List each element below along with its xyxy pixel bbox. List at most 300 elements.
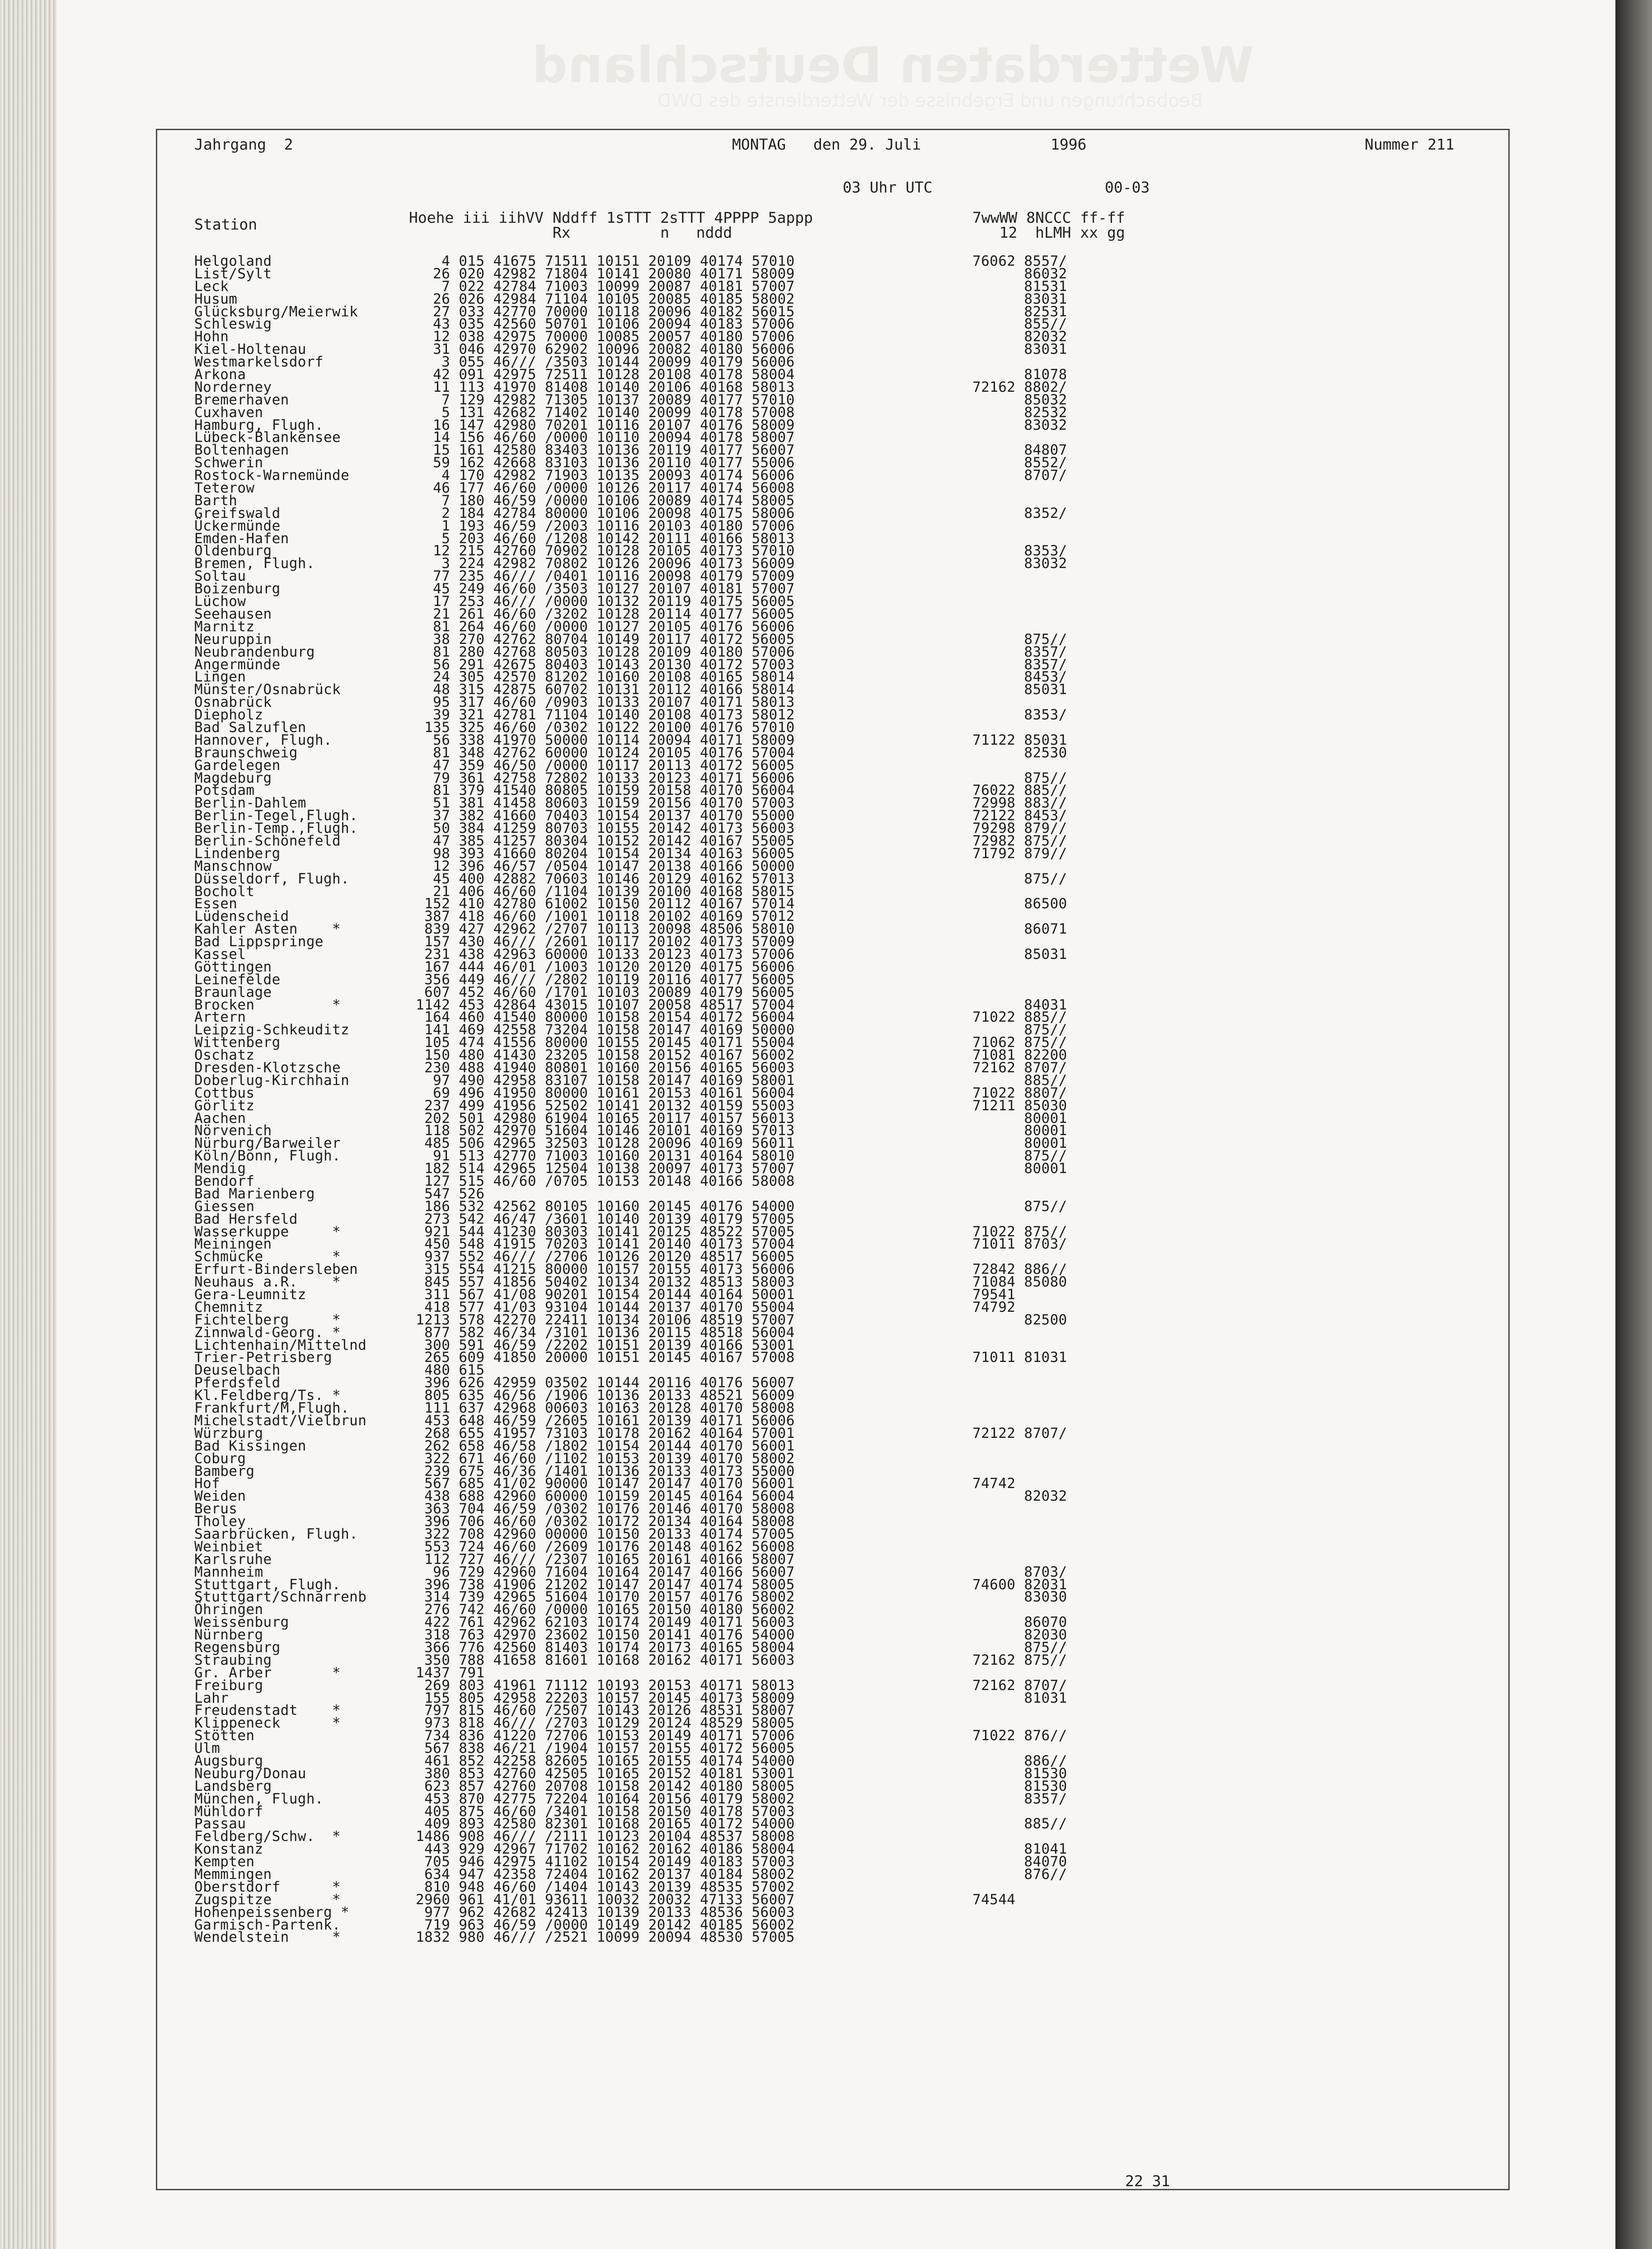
station-name: Trier-Petrisberg — [194, 1349, 333, 1366]
supplementary-data: 86032 — [972, 265, 1067, 282]
station-name: Würzburg — [194, 1425, 263, 1441]
observation-data: 81 348 42762 60000 10124 20105 40176 57004 — [416, 744, 795, 761]
station-name: Lüdenscheid — [194, 908, 289, 925]
station-name: Braunschweig — [194, 744, 298, 761]
station-name: Gera-Leumnitz — [194, 1286, 306, 1303]
weekday-label: MONTAG — [732, 136, 786, 153]
station-name: Ulm — [194, 1740, 221, 1757]
station-name: Pferdsfeld — [194, 1375, 281, 1391]
station-name: München, Flugh. — [194, 1790, 324, 1807]
supplementary-data: 83030 — [972, 1589, 1067, 1606]
supplementary-data: 81031 — [972, 1690, 1067, 1706]
station-name: Leck — [194, 278, 229, 295]
station-name: Kahler Asten * — [194, 921, 341, 938]
observation-data: 182 514 42965 12504 10138 20097 40173 57007 — [416, 1160, 795, 1177]
station-name: Bad Marienberg — [194, 1185, 315, 1202]
station-name: Mannheim — [194, 1564, 263, 1580]
extra-columns-header: 7wwWW 8NCCC ff-ff — [972, 209, 1125, 226]
station-name: Schleswig — [194, 316, 272, 333]
main-columns-subheader: Rx n nddd — [409, 224, 732, 241]
observation-data: 81 280 42768 80503 10128 20109 40180 57006 — [416, 643, 795, 660]
observation-data: 485 506 42965 32503 10128 20096 40169 56011 — [416, 1135, 795, 1152]
observation-data: 937 552 46/// /2706 10126 20120 48517 56005 — [416, 1249, 795, 1265]
station-name: Berlin-Temp.,Flugh. — [194, 820, 358, 837]
supplementary-data: 74792 — [972, 1299, 1016, 1315]
observation-data: 231 438 42963 60000 10133 20123 40173 57006 — [416, 946, 795, 963]
issue-number: Nummer 211 — [1365, 136, 1455, 153]
station-name: Kl.Feldberg/Ts. * — [194, 1387, 341, 1404]
station-name: Bendorf — [194, 1173, 255, 1190]
station-name: Aachen — [194, 1110, 246, 1127]
observation-data: 239 675 46/36 /1401 10136 20133 40173 55000 — [416, 1463, 795, 1479]
supplementary-data: 72162 8707/ — [972, 1060, 1067, 1076]
station-table — [194, 255, 1188, 1944]
observation-data: 318 763 42970 23602 10150 20141 40176 54000 — [416, 1627, 795, 1643]
supplementary-data: 71022 875// — [972, 1223, 1067, 1240]
station-name: Weinbiet — [194, 1538, 263, 1555]
observation-data: 845 557 41856 50402 10134 20132 48513 58003 — [416, 1274, 795, 1291]
station-name: Berus — [194, 1501, 238, 1517]
station-name: Freiburg — [194, 1677, 263, 1694]
observation-time: 03 Uhr UTC — [843, 178, 933, 196]
observation-data: 262 658 46/58 /1802 10154 20144 40170 56001 — [416, 1437, 795, 1454]
supplementary-data: 82500 — [972, 1311, 1067, 1328]
observation-data: 91 513 42770 71003 10160 20131 40164 58010 — [416, 1148, 795, 1164]
observation-data: 164 460 41540 80000 10158 20154 40172 56004 — [416, 1009, 795, 1026]
station-name: Barth — [194, 492, 238, 509]
observation-data: 12 038 42975 70000 10085 20057 40180 57006 — [416, 329, 795, 345]
observation-data: 300 591 46/59 /2202 10151 20139 40166 53001 — [416, 1337, 795, 1353]
observation-data: 47 359 46/50 /0000 10117 20113 40172 56005 — [416, 757, 795, 774]
observation-data: 719 963 46/59 /0000 10149 20142 40185 56002 — [416, 1916, 795, 1933]
supplementary-data: 85031 — [972, 681, 1067, 698]
observation-data: 79 361 42758 72802 10133 20123 40171 56006 — [416, 770, 795, 786]
station-name: Neuburg/Donau — [194, 1765, 306, 1782]
observation-data: 39 321 42781 71104 10140 20108 40173 58012 — [416, 707, 795, 723]
supplementary-data: 72162 8802/ — [972, 379, 1067, 395]
station-name: Lindenberg — [194, 845, 281, 862]
supplementary-data: 71792 879// — [972, 845, 1067, 862]
observation-data: 81 264 46/60 /0000 10127 20105 40176 56006 — [416, 618, 795, 635]
observation-data: 56 338 41970 50000 10114 20094 40171 58009 — [416, 732, 795, 748]
table-row — [194, 1931, 1188, 1944]
observation-data: 1 193 46/59 /2003 10116 20103 40180 57006 — [416, 517, 795, 534]
supplementary-data: 76022 885// — [972, 782, 1067, 799]
station-name: Meiningen — [194, 1236, 272, 1253]
station-name: Regensburg — [194, 1639, 281, 1656]
station-name: Artern — [194, 1009, 246, 1026]
station-name: Deuselbach — [194, 1362, 281, 1379]
supplementary-data: 8357/ — [972, 656, 1067, 673]
observation-data: 461 852 42258 82605 10165 20155 40174 54000 — [416, 1752, 795, 1769]
supplementary-data: 81531 — [972, 278, 1067, 295]
station-name: Kiel-Holtenau — [194, 341, 306, 358]
table-row — [194, 1349, 1188, 1366]
observation-data: 5 203 46/60 /1208 10142 20111 40166 58013 — [416, 530, 795, 547]
station-name: Kassel — [194, 946, 246, 963]
supplementary-data: 81078 — [972, 366, 1067, 383]
station-name: Bremen, Flugh. — [194, 555, 315, 572]
station-name: Öhringen — [194, 1601, 263, 1618]
observation-data: 150 480 41430 23205 10158 20152 40167 56002 — [416, 1047, 795, 1064]
station-name: Osnabrück — [194, 694, 272, 711]
observation-data: 141 469 42558 73204 10158 20147 40169 50000 — [416, 1022, 795, 1038]
station-name: Köln/Bonn, Flugh. — [194, 1148, 341, 1164]
observation-data: 973 818 46/// /2703 10129 20124 48529 58005 — [416, 1715, 795, 1732]
page-footer-code: 22 31 — [1125, 2172, 1170, 2190]
observation-data: 810 948 46/60 /1404 10143 20139 48535 57002 — [416, 1878, 795, 1895]
observation-data: 12 396 46/57 /0504 10147 20138 40166 50000 — [416, 858, 795, 874]
supplementary-data: 875// — [972, 631, 1067, 648]
observation-data: 607 452 46/60 /1701 10103 20089 40179 56005 — [416, 984, 795, 1000]
station-column-header: Station — [194, 216, 258, 233]
observation-data: 37 382 41660 70403 10154 20137 40170 55000 — [416, 808, 795, 824]
observation-data: 734 836 41220 72706 10153 20149 40171 57006 — [416, 1728, 795, 1744]
station-name: Oldenburg — [194, 543, 272, 559]
supplementary-data: 80001 — [972, 1110, 1067, 1127]
station-name: Nürburg/Barweiler — [194, 1135, 341, 1152]
station-name: Chemnitz — [194, 1299, 263, 1315]
observation-data: 877 582 46/34 /3101 10136 20115 48518 56004 — [416, 1324, 795, 1341]
observation-data: 422 761 42962 62103 10174 20149 40171 56003 — [416, 1614, 795, 1631]
date-label: den 29. Juli — [813, 136, 921, 153]
station-name: Rostock-Warnemünde — [194, 467, 350, 484]
supplementary-data: 83032 — [972, 417, 1067, 433]
observation-data: 4 170 42982 71903 10135 20093 40174 56006 — [416, 467, 795, 484]
supplementary-data: 71084 85080 — [972, 1274, 1067, 1291]
supplementary-data: 85032 — [972, 391, 1067, 408]
supplementary-data: 82032 — [972, 329, 1067, 345]
supplementary-data: 72162 875// — [972, 1652, 1067, 1668]
station-name: Weiden — [194, 1488, 246, 1505]
supplementary-data: 82030 — [972, 1627, 1067, 1643]
station-name: Freudenstadt * — [194, 1702, 341, 1719]
station-name: Arkona — [194, 366, 246, 383]
station-name: Bocholt — [194, 883, 255, 900]
station-name: Lahr — [194, 1690, 229, 1706]
station-name: Erfurt-Bindersleben — [194, 1261, 358, 1278]
station-name: Oschatz — [194, 1047, 255, 1064]
observation-data: 237 499 41956 52502 10141 20132 40159 55003 — [416, 1097, 795, 1114]
station-name: Bad Kissingen — [194, 1437, 306, 1454]
observation-data: 1437 791 — [416, 1664, 485, 1681]
supplementary-data: 72122 8453/ — [972, 808, 1067, 824]
station-name: Wasserkuppe * — [194, 1223, 341, 1240]
supplementary-data: 875// — [972, 1022, 1067, 1038]
supplementary-data: 83031 — [972, 341, 1067, 358]
observation-data: 27 033 42770 70000 10118 20096 40182 56015 — [416, 303, 795, 320]
observation-data: 7 129 42982 71305 10137 20089 40177 57010 — [416, 391, 795, 408]
station-name: Berlin-Schönefeld — [194, 832, 341, 849]
supplementary-data: 876// — [972, 1866, 1067, 1883]
observation-data: 48 315 42875 60702 10131 20112 40166 58014 — [416, 681, 795, 698]
supplementary-data: 86070 — [972, 1614, 1067, 1631]
supplementary-data: 86071 — [972, 921, 1067, 938]
supplementary-data: 74544 — [972, 1891, 1016, 1908]
supplementary-data: 74742 — [972, 1475, 1016, 1492]
observation-data: 45 249 46/60 /3503 10127 20107 40181 57007 — [416, 581, 795, 597]
station-name: Nörvenich — [194, 1122, 272, 1139]
station-name: Cottbus — [194, 1085, 255, 1101]
observation-data: 314 739 42965 51604 10170 20157 40176 58002 — [416, 1589, 795, 1606]
station-name: Garmisch-Partenk. — [194, 1916, 341, 1933]
observation-data: 567 685 41/02 90000 10147 20147 40170 56001 — [416, 1475, 795, 1492]
supplementary-data: 81041 — [972, 1841, 1067, 1858]
station-name: Husum — [194, 291, 238, 307]
observation-data: 186 532 42562 80105 10160 20145 40176 54000 — [416, 1198, 795, 1215]
supplementary-data: 84070 — [972, 1854, 1067, 1870]
station-name: Feldberg/Schw. * — [194, 1828, 341, 1845]
table-row — [194, 1175, 1188, 1188]
station-name: Michelstadt/Vielbrun — [194, 1412, 367, 1429]
observation-data: 157 430 46/// /2601 10117 20102 40173 57009 — [416, 934, 795, 950]
supplementary-data: 72162 8707/ — [972, 1677, 1067, 1694]
station-name: Zinnwald-Georg. * — [194, 1324, 341, 1341]
extra-columns-subheader: 12 hLMH xx gg — [972, 224, 1125, 241]
station-name: Angermünde — [194, 656, 281, 673]
station-name: Berlin-Tegel,Flugh. — [194, 808, 358, 824]
observation-data: 47 385 41257 80304 10152 20142 40167 55005 — [416, 832, 795, 849]
station-name: Landsberg — [194, 1778, 272, 1794]
station-name: Straubing — [194, 1652, 272, 1668]
station-name: Bamberg — [194, 1463, 255, 1479]
observation-data: 31 046 42970 62902 10096 20082 40180 56006 — [416, 341, 795, 358]
observation-data: 797 815 46/60 /2507 10143 20126 48531 58007 — [416, 1702, 795, 1719]
observation-data: 17 253 46/// /0000 10132 20119 40175 56005 — [416, 593, 795, 610]
station-name: Wittenberg — [194, 1034, 281, 1051]
show-through-title: Wetterdaten Deutschland — [532, 36, 1254, 94]
observation-data: 366 776 42560 81403 10174 20173 40165 58004 — [416, 1639, 795, 1656]
station-name: Helgoland — [194, 253, 272, 269]
supplementary-data: 875// — [972, 1148, 1067, 1164]
observation-data: 409 893 42580 82301 10168 20165 40172 54000 — [416, 1816, 795, 1832]
supplementary-data: 8357/ — [972, 1790, 1067, 1807]
observation-data: 135 325 46/60 /0302 10122 20100 40176 57010 — [416, 719, 795, 736]
station-name: Lüchow — [194, 593, 246, 610]
station-name: Magdeburg — [194, 770, 272, 786]
observation-data: 230 488 41940 80801 10160 20156 40165 56003 — [416, 1060, 795, 1076]
observation-data: 269 803 41961 71112 10193 20153 40171 58013 — [416, 1677, 795, 1694]
station-name: Schmücke * — [194, 1249, 341, 1265]
observation-data: 547 526 — [416, 1185, 485, 1202]
station-name: Ückermünde — [194, 517, 281, 534]
station-name: Konstanz — [194, 1841, 263, 1858]
observation-data: 2960 961 41/01 93611 10032 20032 47133 56007 — [416, 1891, 795, 1908]
supplementary-data: 83032 — [972, 555, 1067, 572]
observation-data: 81 379 41540 80805 10159 20158 40170 56004 — [416, 782, 795, 799]
supplementary-data: 885// — [972, 1072, 1067, 1089]
station-name: Stuttgart, Flugh. — [194, 1576, 341, 1593]
station-name: Doberlug-Kirchhain — [194, 1072, 350, 1089]
observation-data: 77 235 46/// /0401 10116 20098 40179 57009 — [416, 568, 795, 585]
supplementary-data: 82531 — [972, 303, 1067, 320]
observation-data: 3 224 42982 70802 10126 20096 40173 56009 — [416, 555, 795, 572]
station-name: Memmingen — [194, 1866, 272, 1883]
station-name: Greifswald — [194, 505, 281, 521]
observation-data: 443 929 42967 71702 10162 20162 40186 58004 — [416, 1841, 795, 1858]
observation-data: 11 113 41970 81408 10140 20106 40168 58013 — [416, 379, 795, 395]
station-name: Potsdam — [194, 782, 255, 799]
observation-data: 450 548 41915 70203 10141 20140 40173 57004 — [416, 1236, 795, 1253]
station-name: Hohn — [194, 329, 229, 345]
show-through-subtitle: Beobachtungen und Ergebnisse der Wetterdienste des DWD — [657, 90, 1203, 111]
station-name: Leipzig-Schkeuditz — [194, 1022, 350, 1038]
station-name: Hamburg, Flugh. — [194, 417, 324, 433]
station-name: Zugspitze * — [194, 1891, 341, 1908]
supplementary-data: 79298 879// — [972, 820, 1067, 837]
observation-data: 387 418 46/60 /1001 10118 20102 40169 57012 — [416, 908, 795, 925]
observation-data: 21 406 46/60 /1104 10139 20100 40168 58015 — [416, 883, 795, 900]
observation-data: 51 381 41458 80603 10159 20156 40170 57003 — [416, 795, 795, 812]
supplementary-data: 80001 — [972, 1122, 1067, 1139]
station-name: Karlsruhe — [194, 1551, 272, 1568]
station-name: Saarbrücken, Flugh. — [194, 1526, 358, 1542]
supplementary-data: 72982 875// — [972, 832, 1067, 849]
supplementary-data: 84807 — [972, 442, 1067, 459]
observation-data: 96 729 42960 71604 10164 20147 40166 56007 — [416, 1564, 795, 1580]
observation-data: 418 577 41/03 93104 10144 20137 40170 55004 — [416, 1299, 795, 1315]
observation-data: 322 671 46/60 /1102 10153 20139 40170 58002 — [416, 1450, 795, 1467]
station-name: Brocken * — [194, 996, 341, 1013]
station-name: Berlin-Dahlem — [194, 795, 306, 812]
supplementary-data: 875// — [972, 1639, 1067, 1656]
station-name: Tholey — [194, 1513, 246, 1530]
observation-data: 112 727 46/// /2307 10165 20161 40166 58007 — [416, 1551, 795, 1568]
supplementary-data: 71062 875// — [972, 1034, 1067, 1051]
observation-data: 453 648 46/59 /2605 10161 20139 40171 56006 — [416, 1412, 795, 1429]
supplementary-data: 886// — [972, 1752, 1067, 1769]
observation-data: 43 035 42560 50701 10106 20094 40183 57006 — [416, 316, 795, 333]
supplementary-data: 80001 — [972, 1160, 1067, 1177]
station-name: Neubrandenburg — [194, 643, 315, 660]
supplementary-data: 83031 — [972, 291, 1067, 307]
supplementary-data: 885// — [972, 1816, 1067, 1832]
observation-data: 3 055 46/// /3503 10144 20099 40179 56006 — [416, 354, 795, 371]
supplementary-data: 855// — [972, 316, 1067, 333]
observation-data: 46 177 46/60 /0000 10126 20117 40174 56008 — [416, 480, 795, 497]
observation-data: 167 444 46/01 /1003 10120 20120 40175 56006 — [416, 958, 795, 975]
station-name: Görlitz — [194, 1097, 255, 1114]
station-name: Stötten — [194, 1728, 255, 1744]
station-name: Mendig — [194, 1160, 246, 1177]
station-name: Hof — [194, 1475, 221, 1492]
supplementary-data: 74600 82031 — [972, 1576, 1067, 1593]
supplementary-data: 79541 — [972, 1286, 1016, 1303]
station-name: Hohenpeissenberg * — [194, 1904, 350, 1920]
observation-data: 623 857 42760 20708 10158 20142 40180 58005 — [416, 1778, 795, 1794]
station-name: Westmarkelsdorf — [194, 354, 324, 371]
supplementary-data: 82530 — [972, 744, 1067, 761]
observation-data: 921 544 41230 80303 10141 20125 48522 57005 — [416, 1223, 795, 1240]
observation-data: 59 162 42668 83103 10136 20110 40177 55006 — [416, 455, 795, 471]
station-name: Bad Hersfeld — [194, 1211, 298, 1227]
supplementary-data: 875// — [972, 870, 1067, 887]
station-name: Boltenhagen — [194, 442, 289, 459]
observation-data: 15 161 42580 83403 10136 20119 40177 56007 — [416, 442, 795, 459]
observation-data: 363 704 46/59 /0302 10176 20146 40170 58008 — [416, 1501, 795, 1517]
supplementary-data: 72998 883// — [972, 795, 1067, 812]
observation-data: 839 427 42962 /2707 10113 20098 48506 58010 — [416, 921, 795, 938]
supplementary-data: 72122 8707/ — [972, 1425, 1067, 1441]
supplementary-data: 71081 82200 — [972, 1047, 1067, 1064]
observation-data: 69 496 41950 80000 10161 20153 40161 56004 — [416, 1085, 795, 1101]
observation-data: 50 384 41259 80703 10155 20142 40173 56003 — [416, 820, 795, 837]
observation-data: 97 490 42958 83107 10158 20147 40169 58001 — [416, 1072, 795, 1089]
observation-data: 805 635 46/56 /1906 10136 20133 48521 56009 — [416, 1387, 795, 1404]
observation-data: 7 022 42784 71003 10099 20087 40181 57007 — [416, 278, 795, 295]
observation-data: 273 542 46/47 /3601 10140 20139 40179 57005 — [416, 1211, 795, 1227]
station-name: Teterow — [194, 480, 255, 497]
station-name: Diepholz — [194, 707, 263, 723]
observation-data: 127 515 46/60 /0705 10153 20148 40166 58008 — [416, 1173, 795, 1190]
observation-data: 2 184 42784 80000 10106 20098 40175 58006 — [416, 505, 795, 521]
supplementary-data: 86500 — [972, 896, 1067, 912]
supplementary-data: 76062 8557/ — [972, 253, 1067, 269]
station-name: Dresden-Klotzsche — [194, 1060, 341, 1076]
station-name: Leinefelde — [194, 971, 281, 988]
supplementary-data: 72842 886// — [972, 1261, 1067, 1278]
time-range: 00-03 — [1105, 178, 1150, 196]
station-name: Nürnberg — [194, 1627, 263, 1643]
station-name: Neuruppin — [194, 631, 272, 648]
station-name: Neuhaus a.R. * — [194, 1274, 341, 1291]
station-name: Coburg — [194, 1450, 246, 1467]
station-name: Passau — [194, 1816, 246, 1832]
station-name: Manschnow — [194, 858, 272, 874]
supplementary-data: 8353/ — [972, 707, 1067, 723]
station-name: Bad Salzuflen — [194, 719, 306, 736]
observation-data: 152 410 42780 61002 10150 20112 40167 57014 — [416, 896, 795, 912]
observation-data: 1486 908 46/// /2111 10123 20104 48537 58008 — [416, 1828, 795, 1845]
supplementary-data: 8703/ — [972, 1564, 1067, 1580]
station-name: Essen — [194, 896, 238, 912]
supplementary-data: 81530 — [972, 1765, 1067, 1782]
station-name: Lichtenhain/Mittelnd — [194, 1337, 367, 1353]
station-name: Marnitz — [194, 618, 255, 635]
observation-data: 155 805 42958 22203 10157 20145 40173 58009 — [416, 1690, 795, 1706]
station-name: Augsburg — [194, 1752, 263, 1769]
station-name: Cuxhaven — [194, 404, 263, 421]
station-name: Fichtelberg * — [194, 1311, 341, 1328]
observation-data: 1213 578 42270 22411 10134 20106 48519 57007 — [416, 1311, 795, 1328]
observation-data: 567 838 46/21 /1904 10157 20155 40172 56005 — [416, 1740, 795, 1757]
observation-data: 21 261 46/60 /3202 10128 20114 40177 56005 — [416, 606, 795, 622]
observation-data: 24 305 42570 81202 10160 20108 40165 58014 — [416, 669, 795, 685]
observation-data: 268 655 41957 73103 10178 20162 40164 57001 — [416, 1425, 795, 1441]
station-name: Emden-Hafen — [194, 530, 289, 547]
station-name: Hannover, Flugh. — [194, 732, 333, 748]
station-name: Oberstdorf * — [194, 1878, 341, 1895]
station-name: Braunlage — [194, 984, 272, 1000]
station-name: Klippeneck * — [194, 1715, 341, 1732]
observation-data: 26 020 42982 71804 10141 20080 40171 58009 — [416, 265, 795, 282]
supplementary-data: 71022 8807/ — [972, 1085, 1067, 1101]
observation-data: 26 026 42984 71104 10105 20085 40185 58002 — [416, 291, 795, 307]
observation-data: 1832 980 46/// /2521 10099 20094 48530 57005 — [416, 1929, 795, 1946]
observation-data: 276 742 46/60 /0000 10165 20150 40180 56002 — [416, 1601, 795, 1618]
station-name: Münster/Osnabrück — [194, 681, 341, 698]
station-name: Stuttgart/Schnarrenb — [194, 1589, 367, 1606]
station-name: Gr. Arber * — [194, 1664, 341, 1681]
station-name: Frankfurt/M,Flugh. — [194, 1400, 350, 1417]
observation-data: 453 870 42775 72204 10164 20156 40179 58002 — [416, 1790, 795, 1807]
supplementary-data: 8453/ — [972, 669, 1067, 685]
observation-data: 202 501 42980 61904 10165 20117 40157 56013 — [416, 1110, 795, 1127]
supplementary-data: 82032 — [972, 1488, 1067, 1505]
observation-data: 553 724 46/60 /2609 10176 20148 40162 56008 — [416, 1538, 795, 1555]
observation-data: 7 180 46/59 /0000 10106 20089 40174 58005 — [416, 492, 795, 509]
station-name: Gardelegen — [194, 757, 281, 774]
